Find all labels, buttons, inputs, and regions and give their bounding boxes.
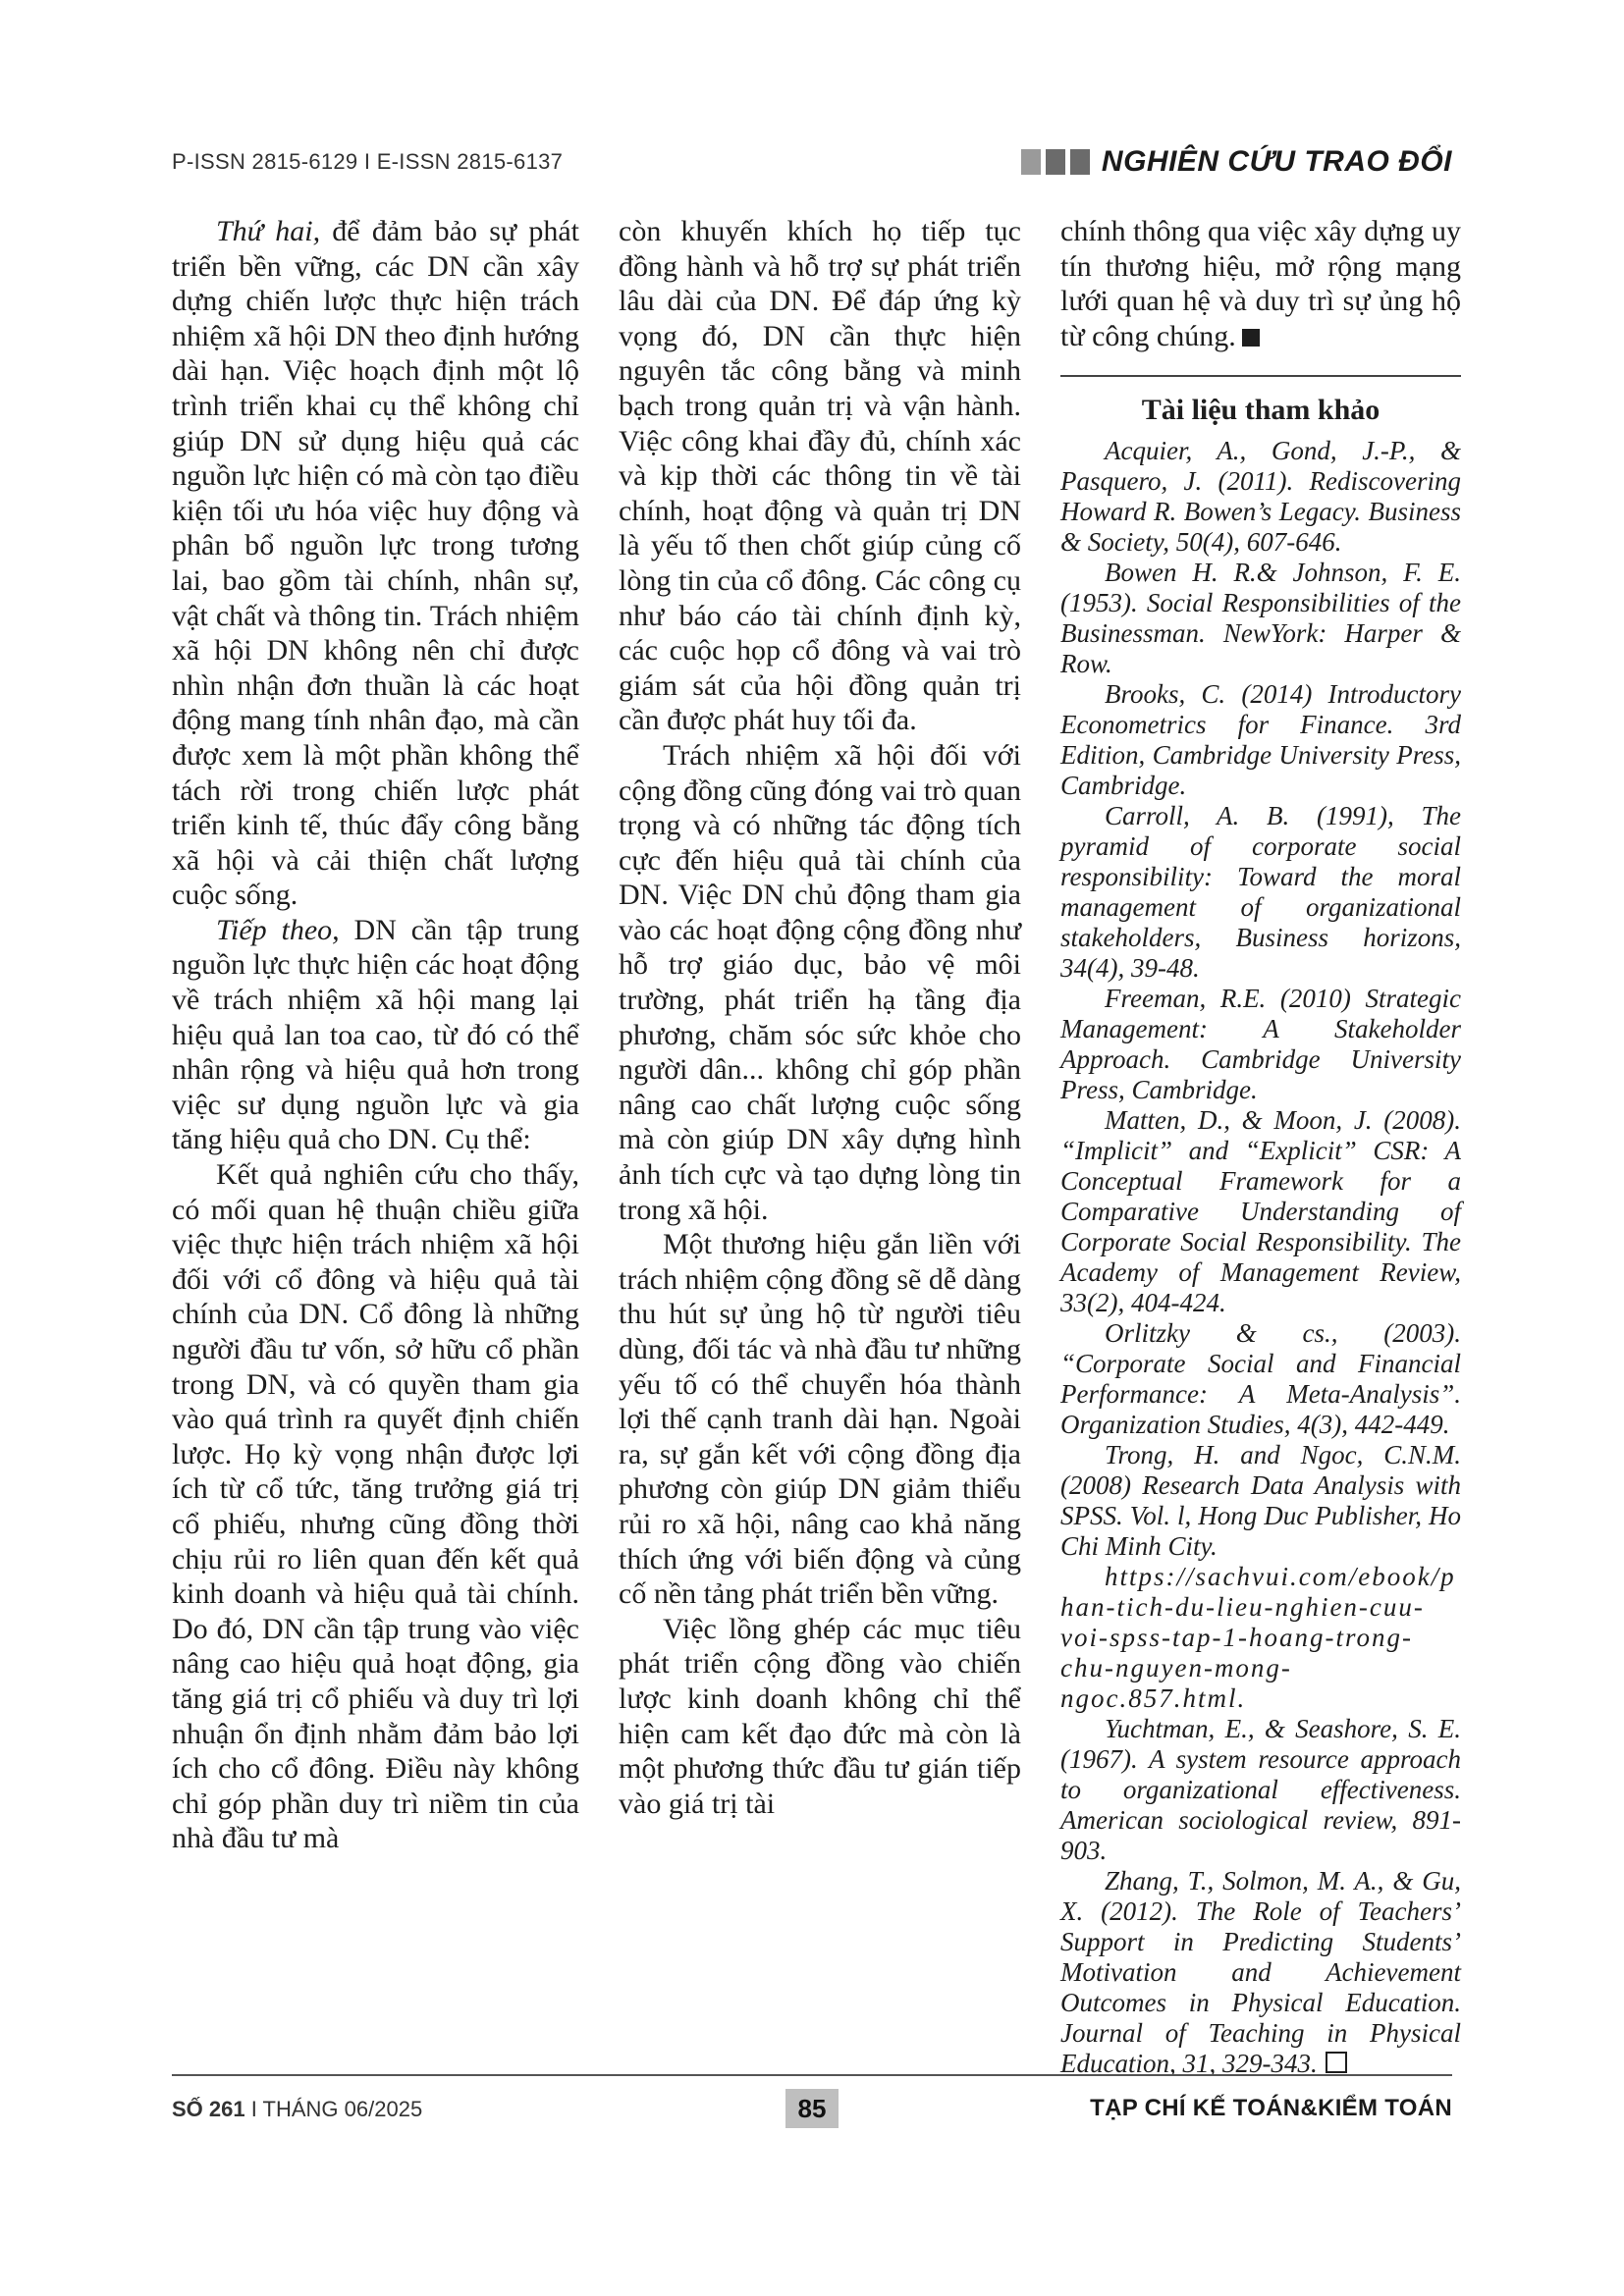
reference-text: Zhang, T., Solmon, M. A., & Gu, X. (2012). The Role of Teachers’ Support in Predicting Students’ Motivation and Achievement Outcomes in Physical Education. Journal of Teaching in Physical Education, 31, 329-343. <box>1060 1865 1461 2078</box>
text-column-2 <box>619 214 1021 1821</box>
section-tag <box>1021 145 1452 179</box>
text-column-1 <box>172 214 579 1856</box>
references-list <box>1060 436 1461 2079</box>
paragraph-text: chính thông qua việc xây dựng uy tín thương hiệu, mở rộng mạng lưới quan hệ và duy trì sự ủng hộ từ công chúng. <box>1060 215 1461 352</box>
section-title: NGHIÊN CỨU TRAO ĐỔI <box>1101 145 1452 178</box>
references-heading: Tài liệu tham khảo <box>1141 394 1380 427</box>
paragraph-lead: Tiếp theo, <box>216 913 340 946</box>
journal-name: TẠP CHÍ KẾ TOÁN&KIỂM TOÁN <box>1090 2095 1452 2121</box>
reference-item: Trong, H. and Ngoc, C.N.M. (2008) Research Data Analysis with SPSS. Vol. l, Hong Duc Publisher, Ho Chi Minh City. <box>1060 1439 1461 1561</box>
issue-label <box>172 2097 422 2122</box>
reference-url[interactable]: https://sachvui.com/ebook/phan-tich-du-lieu-nghien-cuu-voi-spss-tap-1-hoang-trong-chu-nguyen-mong-ngoc.857.html. <box>1060 1561 1456 1713</box>
paragraph <box>172 1157 579 1856</box>
footer-divider <box>172 2074 1452 2076</box>
paragraph-text: để đảm bảo sự phát triển bền vững, các DN cần xây dựng chiến lược thực hiện trách nhiệm xã hội DN theo định hướng dài hạn. Việc hoạch định một lộ trình triển khai cụ thể không chỉ giúp DN sử dụng hiệu quả các nguồn lực hiện có mà còn tạo điều kiện tối ưu hóa việc huy động và phân bổ nguồn lực trong tương lai, bao gồm tài chính, nhân sự, vật chất và thông tin. Trách nhiệm xã hội DN không nên chỉ được nhìn nhận đơn thuần là các hoạt động mang tính nhân đạo, mà cần được xem là một phần không thể tách rời trong chiến lược phát triển kinh tế, thúc đẩy công bằng xã hội và cải thiện chất lượng cuộc sống. <box>172 215 579 912</box>
paragraph <box>1060 214 1461 353</box>
reference-item: Bowen H. R.& Johnson, F. E. (1953). Social Responsibilities of the Businessman. NewYork: Harper & Row. <box>1060 557 1461 678</box>
issue-number: SỐ 261 <box>172 2097 245 2121</box>
references-divider <box>1060 375 1461 377</box>
end-mark-icon <box>1326 2052 1347 2073</box>
reference-item: Matten, D., & Moon, J. (2008). “Implicit” and “Explicit” CSR: A Conceptual Framework for a Comparative Understanding of Corporate Social Responsibility. The Academy of Management Review, 33(2), 404-424. <box>1060 1104 1461 1317</box>
page-header <box>172 145 1452 185</box>
issue-date: I THÁNG 06/2025 <box>244 2097 423 2121</box>
paragraph <box>172 913 579 1157</box>
reference-item: Acquier, A., Gond, J.-P., & Pasquero, J. (2011). Rediscovering Howard R. Bowen’s Legacy. Business & Society, 50(4), 607-646. <box>1060 435 1461 557</box>
paragraph-text: Kết quả nghiên cứu cho thấy, có mối quan hệ thuận chiều giữa việc thực hiện trách nhiệm xã hội đối với cổ đông và hiệu quả tài chính của DN. Cổ đông là những người đầu tư vốn, sở hữu cổ phần trong DN, và có quyền tham gia vào quá trình ra quyết định chiến lược. Họ kỳ vọng nhận được lợi ích từ cổ tức, tăng trưởng giá trị cổ phiếu, nhưng cũng đồng thời chịu rủi ro liên quan đến kết quả kinh doanh và hiệu quả tài chính. Do đó, DN cần tập trung vào việc nâng cao hiệu quả hoạt động, gia tăng giá trị cổ phiếu và duy trì lợi nhuận ổn định nhằm đảm bảo lợi ích cho cổ đông. Điều này không chỉ góp phần duy trì niềm tin của nhà đầu tư mà <box>172 1158 579 1855</box>
issn-label: P-ISSN 2815-6129 I E-ISSN 2815-6137 <box>172 149 564 174</box>
paragraph: còn khuyến khích họ tiếp tục đồng hành và hỗ trợ sự phát triển lâu dài của DN. Để đáp ứng kỳ vọng đó, DN cần thực hiện nguyên tắc công bằng và minh bạch trong quản trị và vận hành. Việc công khai đầy đủ, chính xác và kịp thời các thông tin về tài chính, hoạt động và quản trị DN là yếu tố then chốt giúp củng cố lòng tin của cổ đông. Các công cụ như báo cáo tài chính định kỳ, các cuộc họp cổ đông và vai trò giám sát của hội đồng quản trị cần được phát huy tối đa. <box>619 215 1021 737</box>
reference-item: Brooks, C. (2014) Introductory Econometrics for Finance. 3rd Edition, Cambridge University Press, Cambridge. <box>1060 678 1461 800</box>
paragraph-lead: Thứ hai, <box>216 215 321 247</box>
paragraph: Việc lồng ghép các mục tiêu phát triển cộng đồng vào chiến lược kinh doanh không chỉ thể hiện cam kết đạo đức mà còn là một phương thức đầu tư gián tiếp vào giá trị tài <box>619 1612 1021 1820</box>
reference-item: Yuchtman, E., & Seashore, S. E. (1967). A system resource approach to organizational effectiveness. American sociological review, 891-903. <box>1060 1713 1461 1865</box>
reference-item: Orlitzky & cs., (2003). “Corporate Social and Financial Performance: A Meta-Analysis”. Organization Studies, 4(3), 442-449. <box>1060 1317 1461 1439</box>
paragraph <box>172 214 579 913</box>
page-footer <box>172 2089 1452 2128</box>
paragraph: Một thương hiệu gắn liền với trách nhiệm cộng đồng sẽ dễ dàng thu hút sự ủng hộ từ người tiêu dùng, đối tác và nhà đầu tư những yếu tố có thể chuyển hóa thành lợi thế cạnh tranh dài hạn. Ngoài ra, sự gắn kết với cộng đồng địa phương còn giúp DN giảm thiểu rủi ro xã hội, nâng cao khả năng thích ứng với biến động và củng cố nền tảng phát triển bền vững. <box>619 1228 1021 1611</box>
page-number: 85 <box>785 2089 839 2128</box>
reference-item <box>1060 1866 1461 2079</box>
reference-item: Carroll, A. B. (1991), The pyramid of corporate social responsibility: Toward the moral management of organizational stakeholders, Business horizons, 34(4), 39-48. <box>1060 800 1461 983</box>
text-column-3 <box>1060 214 1461 2079</box>
paragraph-text: DN cần tập trung nguồn lực thực hiện các hoạt động về trách nhiệm xã hội mang lại hiệu quả lan toa cao, từ đó có thể nhân rộng và hiệu quả hơn trong việc sư dụng nguồn lực và gia tăng hiệu quả cho DN. Cụ thể: <box>172 913 579 1156</box>
reference-item: Freeman, R.E. (2010) Strategic Management: A Stakeholder Approach. Cambridge University Press, Cambridge. <box>1060 983 1461 1104</box>
end-mark-icon <box>1242 329 1260 347</box>
paragraph: Trách nhiệm xã hội đối với cộng đồng cũng đóng vai trò quan trọng và có những tác động tích cực đến hiệu quả tài chính của DN. Việc DN chủ động tham gia vào các hoạt động cộng đồng như hỗ trợ giáo dục, bảo vệ môi trường, phát triển hạ tầng địa phương, chăm sóc sức khỏe cho người dân... không chỉ góp phần nâng cao chất lượng cuộc sống mà còn giúp DN xây dựng hình ảnh tích cực và tạo dựng lòng tin trong xã hội. <box>619 738 1021 1226</box>
section-bars-icon <box>1021 149 1090 175</box>
